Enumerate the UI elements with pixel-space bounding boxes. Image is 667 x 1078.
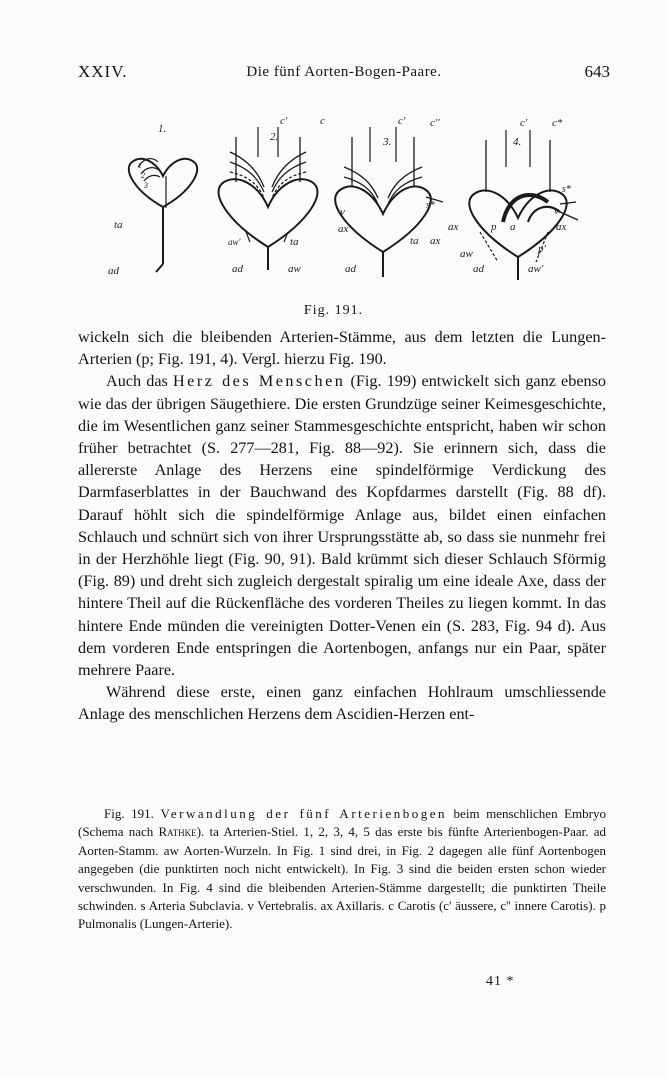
label-c-prime-2: c' xyxy=(280,115,288,127)
label-ad-1: ad xyxy=(108,265,119,277)
figure-caption: Fig. 191. xyxy=(303,303,364,318)
panel-4-number: 4. xyxy=(513,136,522,148)
label-c-star-4: c* xyxy=(552,117,563,129)
main-text xyxy=(78,326,606,726)
label-ax-3b: ax xyxy=(430,235,441,247)
paragraph-2-start: Auch das xyxy=(106,372,173,391)
arch-label-1: 1 xyxy=(138,161,142,170)
panel-4-heart xyxy=(469,130,578,280)
label-ax-4: ax xyxy=(556,221,567,233)
label-ax-3: ax xyxy=(338,223,349,235)
label-ta-3: ta xyxy=(410,235,419,247)
footnote-title: Verwandlung der fünf Arterienbogen xyxy=(160,806,448,821)
label-aw-prime-4: aw' xyxy=(528,263,544,275)
label-c-dprime-3: c'' xyxy=(430,117,440,129)
label-a-4: a xyxy=(510,221,516,233)
label-c-prime-3: c' xyxy=(398,115,406,127)
label-c-2: c xyxy=(320,115,325,127)
paragraph-2-rest: (Fig. 199) entwickelt sich ganz ebenso wie das der übrigen Säugethiere. Die ersten Grundzüge seiner Keimesgeschichte, die im Wesentlichen ganz seiner Stammesgeschichte entspricht, haben wir schon früher betrachtet (S. 277—281, Fig. 88—92). Sie erinnern sich, dass die allererste Anlage des Herzens eine spindelförmige Verdickung des Darmfaserblattes in der Bauchwand des Kopfdarmes darstellt (Fig. 88 df). Darauf höhlt sich die spindelförmige Anlage aus, bildet einen einfachen Schlauch und schnürt sich von ihrer Ursprungsstätte ab, so dass sie nunmehr frei in der Herzhöhle liegt (Fig. 90, 91). Bald krümmt sich dieser Schlauch Sförmig (Fig. 89) und dreht sich zugleich dergestalt spiralig um eine ideale Axe, dass der hintere Theil auf die Rückenfläche des vorderen Theiles zu liegen kommt. In das hintere Ende münden die vereinigten Dotter-Venen ein (S. 283, Fig. 94 d). Aus dem vorderen Ende entspringen die Aortenbogen, anfangs nur ein Paar, später mehrere Paare. xyxy=(78,372,606,680)
signature-mark: 41 * xyxy=(486,974,515,989)
label-ad-2: ad xyxy=(232,263,243,275)
label-aw-prime-2: aw' xyxy=(228,237,241,247)
chapter-number: XXIV. xyxy=(78,62,128,81)
running-title: Die fünf Aorten-Bogen-Paare. xyxy=(246,64,442,80)
label-v-3: v xyxy=(340,206,345,218)
paragraph-1: wickeln sich die bleibenden Arterien-Stämme, aus dem letzten die Lungen-Arterien (p; Fig. 191, 4). Vergl. hierzu Fig. 190. xyxy=(78,328,606,369)
arch-label-2: 2 xyxy=(141,171,145,180)
emphasis-spaced: Herz des Menschen xyxy=(172,372,346,391)
running-header xyxy=(78,62,610,86)
label-aw-2: aw xyxy=(288,263,301,275)
panel-3-number: 3. xyxy=(383,136,392,148)
panel-1-heart xyxy=(129,159,197,272)
footnote xyxy=(78,805,606,934)
label-s-star-4: s* xyxy=(562,184,571,195)
panel-2-number: 2. xyxy=(270,131,279,143)
label-c-prime-4: c' xyxy=(520,117,528,129)
paragraph-3: Während diese erste, einen ganz einfachen Hohlraum umschliessende Anlage des menschlichen Herzens dem Ascidien-Herzen ent- xyxy=(78,683,606,724)
footnote-t1: beim menschlichen Embryo (Schema nach xyxy=(78,806,607,840)
label-ax-4b: ax xyxy=(448,221,459,233)
footnote-t2: ). ta Arterien-Stiel. 1, 2, 3, 4, 5 das erste bis fünfte Arterienbogen-Paar. ad Aorten-Stamm. aw Aorten-Wurzeln. In Fig. 1 sind drei, in Fig. 2 dagegen alle fünf Aortenbogen angegeben (die punktirten noch nicht entwickelt). In Fig. 3 sind die beiden ersten schon wieder verschwunden. In Fig. 4 sind die bleibenden Arterien-Stämme dargestellt; die punktirten Theile schwinden. s Arteria Subclavia. v Vertebralis. ax Axillaris. c Carotis (c' äussere, c'' innere Carotis). p Pulmonalis (Lungen-Arterie). xyxy=(78,824,606,932)
paragraph-2 xyxy=(78,370,606,681)
aortic-arches-figure xyxy=(108,112,578,292)
footnote-author: Rathke xyxy=(158,824,197,840)
arch-label-3: 3 xyxy=(144,181,148,190)
label-s-star-3: s* xyxy=(426,200,435,211)
footnote-fig: Fig. 191. xyxy=(104,806,154,821)
label-ta-1: ta xyxy=(114,219,123,231)
label-ad-4: ad xyxy=(473,263,484,275)
label-ta-2: ta xyxy=(290,236,299,248)
label-ad-3: ad xyxy=(345,263,356,275)
label-v-4: v xyxy=(554,205,559,217)
footnote-text xyxy=(78,805,606,934)
label-p-prime-4: p' xyxy=(538,243,546,255)
label-aw-4: aw xyxy=(460,248,473,260)
panel-2-heart xyxy=(218,127,317,270)
page-number: 643 xyxy=(584,62,610,81)
label-p-4: p xyxy=(491,221,497,233)
panel-1-number: 1. xyxy=(158,123,167,135)
